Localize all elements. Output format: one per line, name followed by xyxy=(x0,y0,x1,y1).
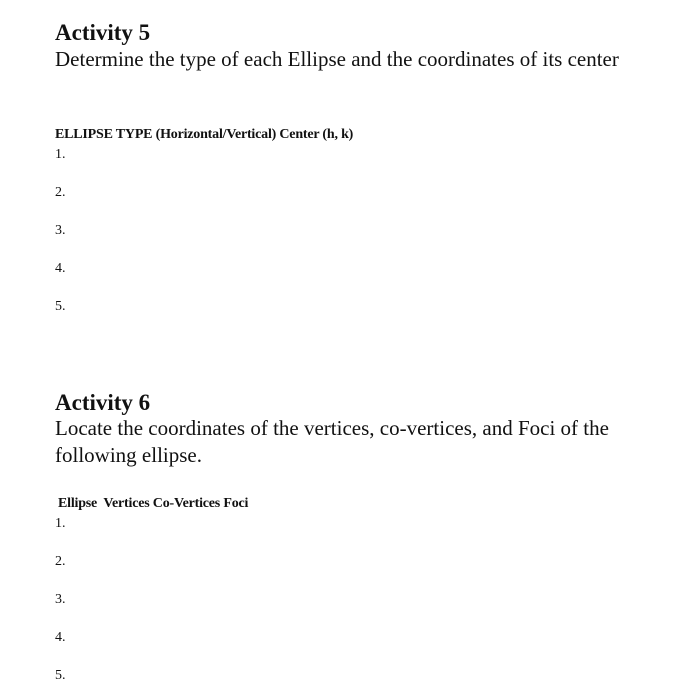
activity-5-instructions: Determine the type of each Ellipse and the coordinates of its center xyxy=(55,47,619,71)
list-item: 2. xyxy=(55,185,66,200)
list-item: 5. xyxy=(55,299,66,314)
list-item: 3. xyxy=(55,223,66,238)
activity-6-title: Activity 6 xyxy=(55,390,151,415)
activity-5-table-header: ELLIPSE TYPE (Horizontal/Vertical) Center (h, k) xyxy=(55,127,354,142)
list-item: 5. xyxy=(55,668,66,683)
list-item: 1. xyxy=(55,516,66,531)
activity-5-title: Activity 5 xyxy=(55,20,151,45)
list-item: 1. xyxy=(55,147,66,162)
list-item: 4. xyxy=(55,261,66,276)
list-item: 3. xyxy=(55,592,66,607)
activity-6-table-header: Ellipse Vertices Co-Vertices Foci xyxy=(58,496,249,511)
list-item: 2. xyxy=(55,554,66,569)
activity-6-instructions: Locate the coordinates of the vertices, co-vertices, and Foci of the following ellipse. xyxy=(55,416,609,467)
list-item: 4. xyxy=(55,630,66,645)
